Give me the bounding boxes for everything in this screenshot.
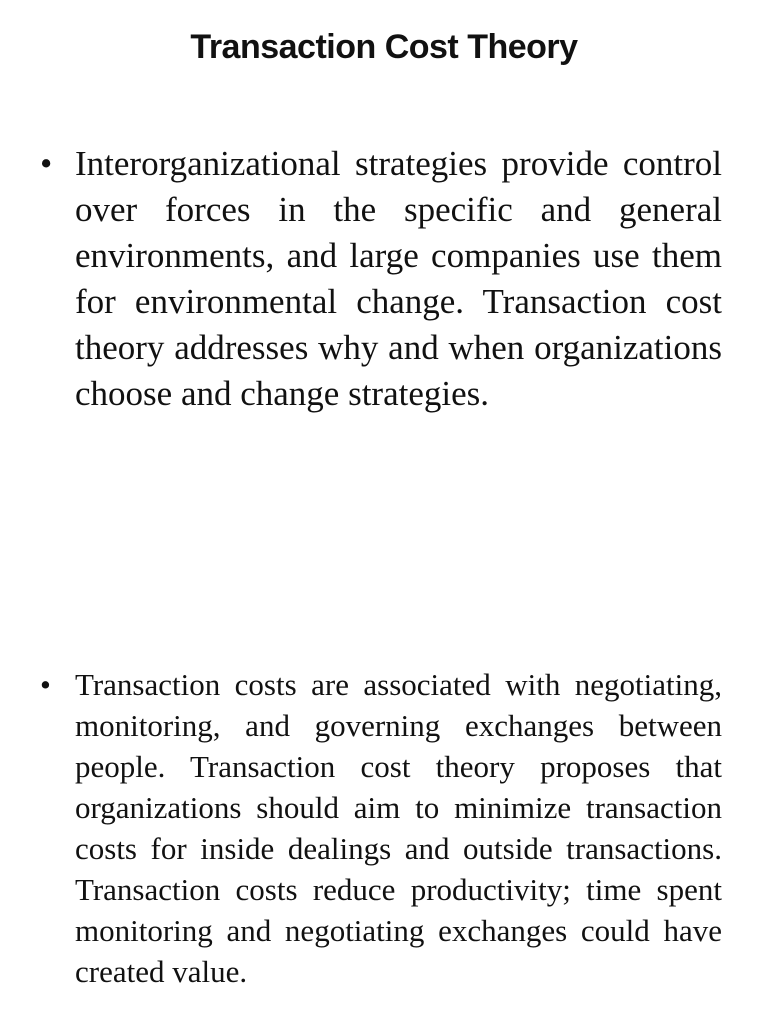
bullet-item-interorganizational-strategies xyxy=(40,141,722,417)
bullet-point-icon: • xyxy=(40,667,51,702)
bullet-text: Transaction costs are associated with negotiating, monitoring, and governing exchanges between people. Transaction cost theory proposes that organizations should aim to minimize transaction costs for inside dealings and outside transactions. Transaction costs reduce productivity; time spent monitoring and negotiating exchanges could have created value. xyxy=(75,667,722,989)
slide-title: Transaction Cost Theory xyxy=(190,28,578,66)
bullet-item-transaction-costs xyxy=(40,664,722,992)
bullet-text: Interorganizational strategies provide control over forces in the specific and general environments, and large companies use them for environmental change. Transaction cost theory addresses why and when organizations choose and change strategies. xyxy=(75,144,722,413)
bullet-point-icon: • xyxy=(40,144,53,183)
